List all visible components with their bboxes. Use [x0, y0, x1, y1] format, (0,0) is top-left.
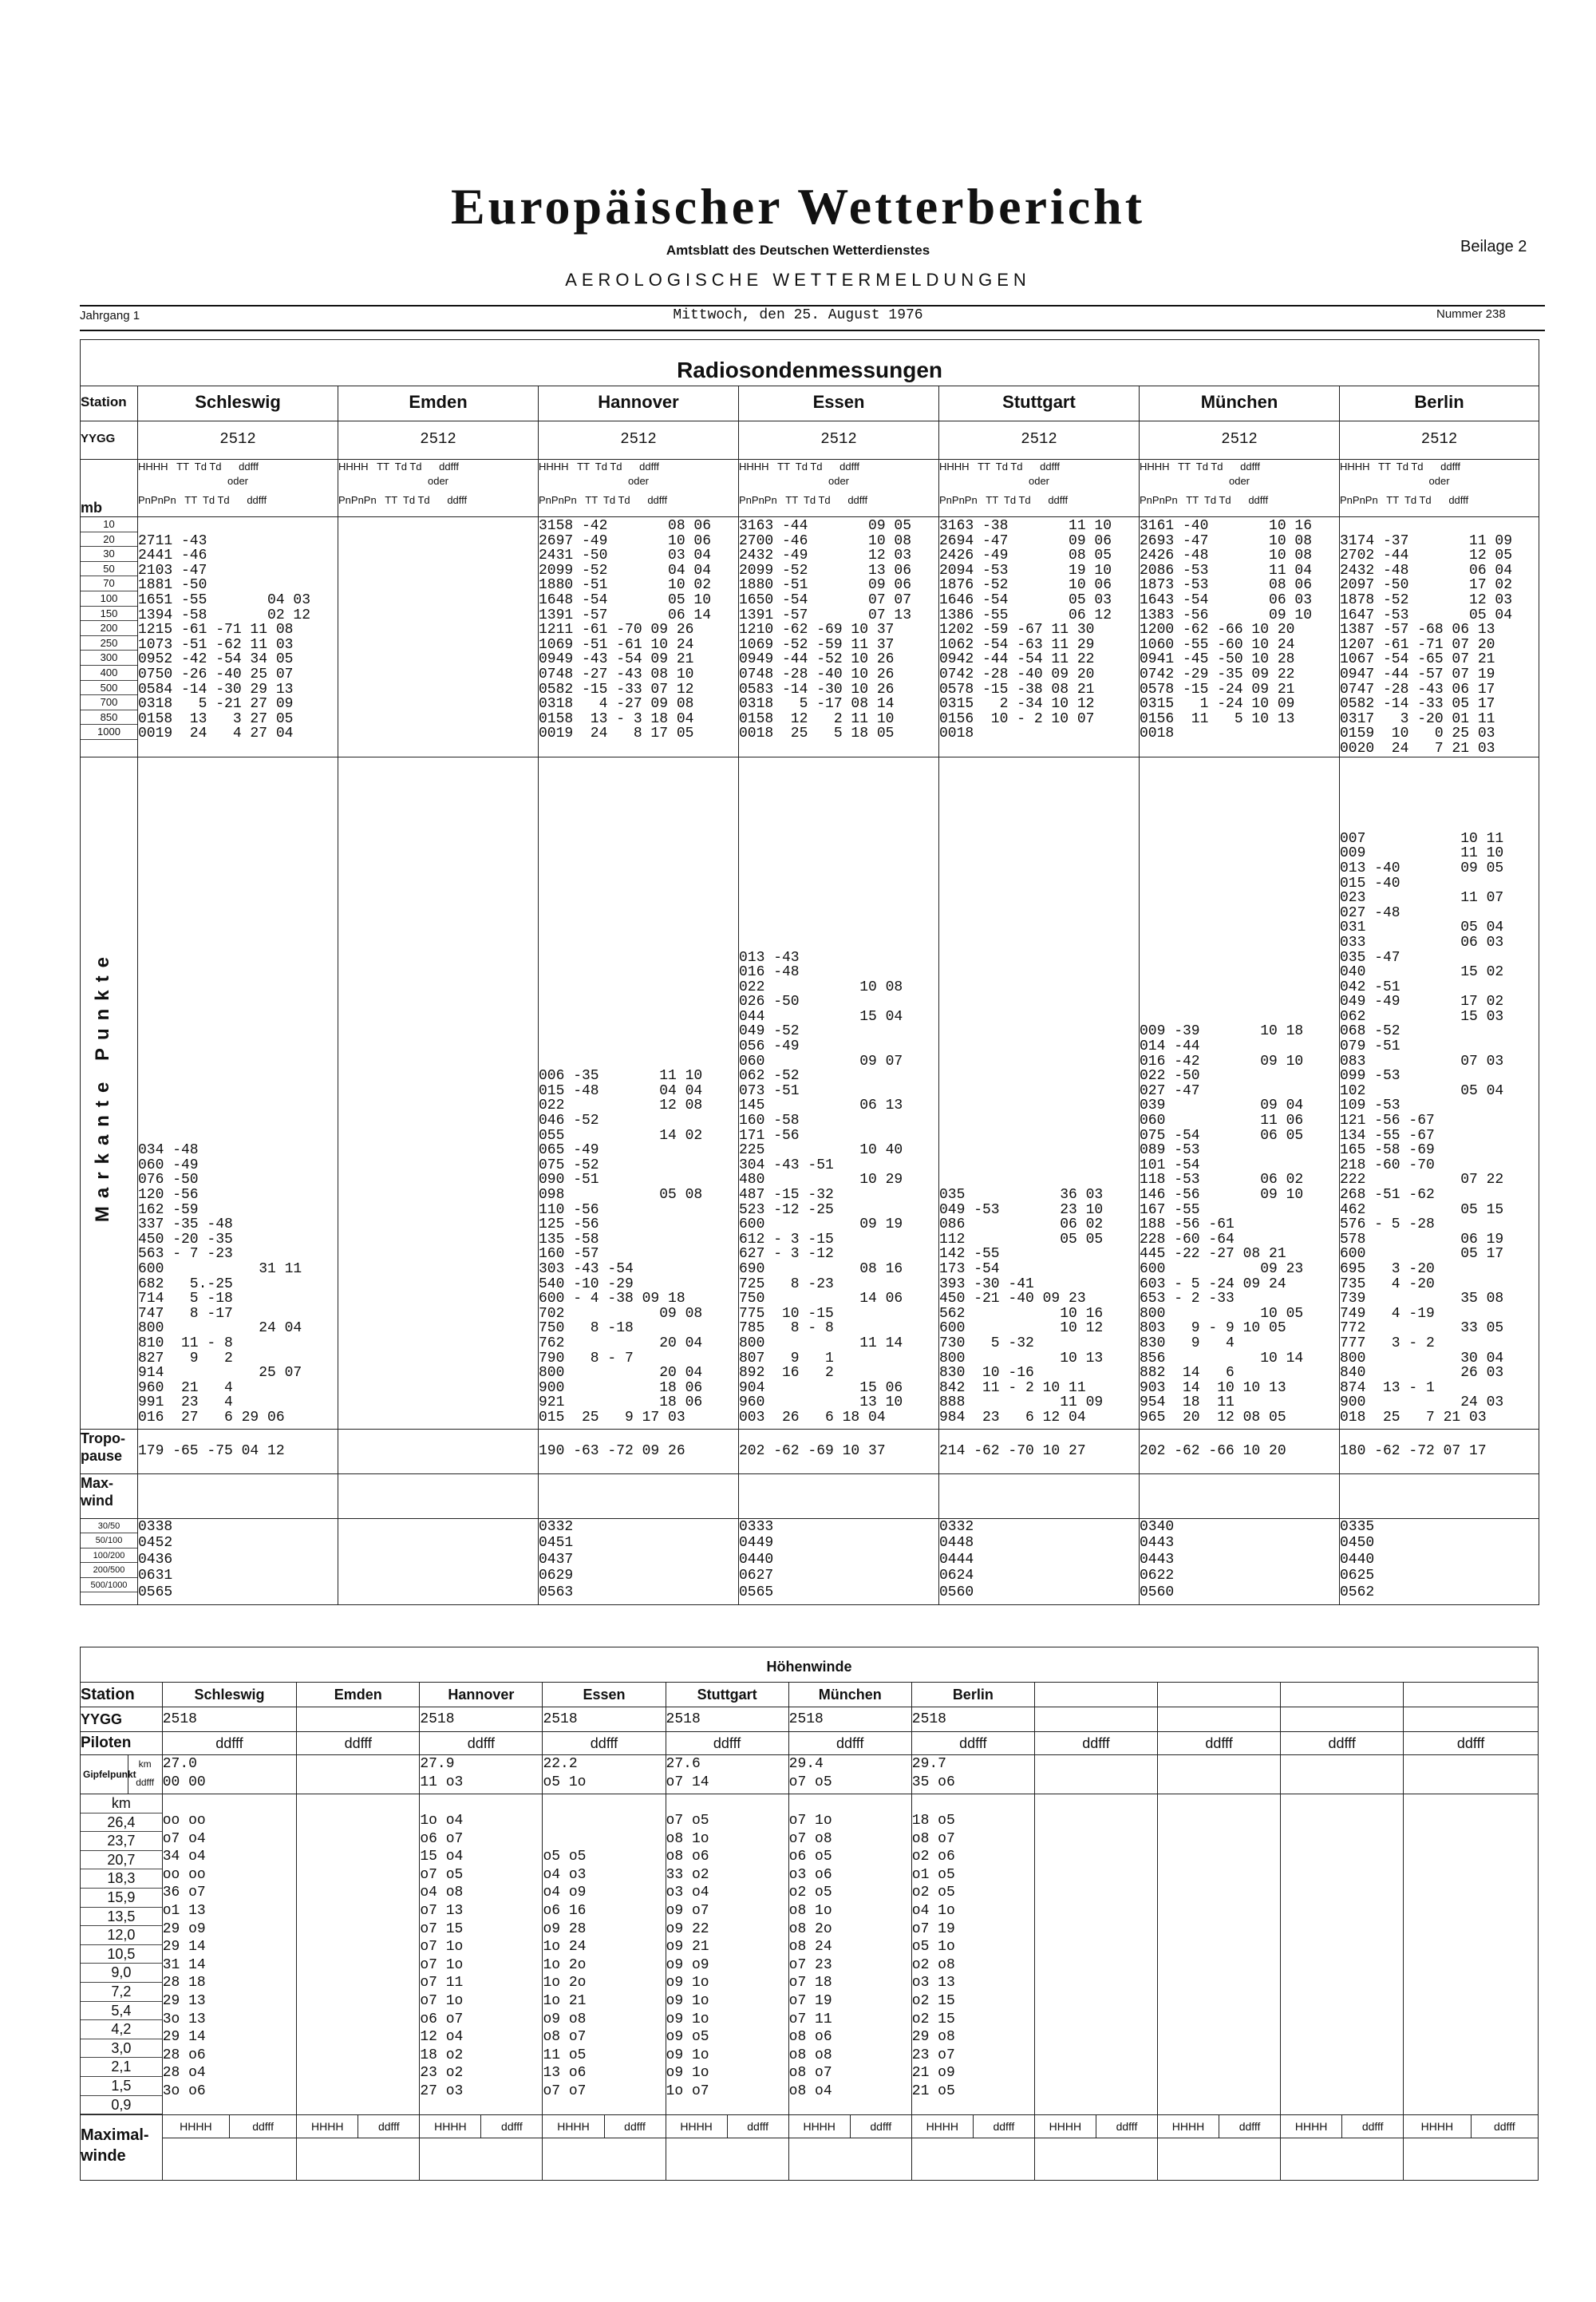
- hw-gipfel-essen: [543, 1755, 666, 1794]
- gipfel-ddfff: 00 00: [162, 1774, 206, 1790]
- mb-label: mb: [81, 460, 138, 517]
- km-level: 15,9: [81, 1889, 162, 1908]
- gipfel-ddfff: 11 o3: [420, 1774, 464, 1790]
- hw-ddfff-header-schleswig: ddfff: [162, 1732, 297, 1755]
- hoehenwinde-table: [80, 1647, 1539, 2181]
- column-header-bottom: PnPnPn TT Td Td ddfff: [1340, 494, 1469, 506]
- hw-maximal-blank7: [1034, 2115, 1157, 2181]
- hw-ddfff-header-blank10: ddfff: [1404, 1732, 1539, 1755]
- km-level: 0,9: [81, 2096, 162, 2115]
- hw-winds-mnchen: o7 1o o7 o8 o6 o5 o3 o6 o2 o5 o8 1o o8 2o o8 24 o7 23 o7 18 o7 19 o7 11 o8 o6 o8 o8 o8 o7 o8 o4: [788, 1794, 911, 2115]
- maximal-winde-label: Maximal- winde: [81, 2115, 163, 2181]
- column-header-hannover: [539, 460, 739, 517]
- column-header-stuttgart: [939, 460, 1140, 517]
- hw-ddfff-header-blank9: ddfff: [1281, 1732, 1404, 1755]
- hw-gipfel-hannover: [420, 1755, 543, 1794]
- km-level-column: [81, 1794, 163, 2115]
- header-rule-2: [80, 330, 1545, 331]
- ddfff-header: ddfff: [974, 2115, 1034, 2138]
- station-yygg-essen: 2512: [739, 421, 939, 460]
- ddfff-header: ddfff: [481, 2115, 542, 2138]
- hw-gipfel-blank10: [1404, 1755, 1539, 1794]
- hw-winds-blank8: [1157, 1794, 1280, 2115]
- section-heading: AEROLOGISCHE WETTERMELDUNGEN: [565, 270, 1031, 290]
- hw-yygg-blank10: [1404, 1707, 1539, 1732]
- maxwind-level-column: [81, 1518, 138, 1604]
- column-header-bottom: PnPnPn TT Td Td ddfff: [338, 494, 468, 506]
- standard-levels-stuttgart: 3163 -38 11 10 2694 -47 09 06 2426 -49 08 05 2094 -53 19 10 1876 -52 10 06 1646 -54 05 03 1386 -55 06 12 1202 -59 -67 11 30 1062 -54 -63 11 29 0942 -44 -54 11 22 0742 -28 -40 09 20 0578 -15 -38 08 21 0315 2 -34 10 12 0156 10 - 2 10 07 0018: [939, 517, 1140, 757]
- hw-station-blank10: [1404, 1683, 1539, 1707]
- maxwind-level: 500/1000: [81, 1578, 137, 1593]
- standard-levels-berlin: 3174 -37 11 09 2702 -44 12 05 2432 -48 06 04 2097 -50 17 02 1878 -52 12 03 1647 -53 05 04 1387 -57 -68 06 13 1207 -61 -71 07 20 1067 -54 -65 07 21 0947 -44 -57 07 19 0747 -28 -43 06 17 0582 -14 -33 05 17 0317 3 -20 01 11 0159 10 0 25 03 0020 24 7 21 03: [1340, 517, 1539, 757]
- column-header-bottom: PnPnPn TT Td Td ddfff: [939, 494, 1069, 506]
- hw-maximal-blank8: [1157, 2115, 1280, 2181]
- hw-gipfel-mnchen: [788, 1755, 911, 1794]
- hhhh-header: HHHH: [789, 2115, 851, 2138]
- column-header-mnchen: [1140, 460, 1340, 517]
- hw-winds-blank7: [1034, 1794, 1157, 2115]
- hw-maximal-hannover: [420, 2115, 543, 2181]
- maxwind-blank-schleswig: [138, 1473, 338, 1518]
- hw-gipfel-stuttgart: [666, 1755, 788, 1794]
- level-column: [81, 517, 138, 757]
- gipfel-dd-unit: ddfff: [136, 1777, 155, 1788]
- maxwind-blank-emden: [338, 1473, 539, 1518]
- station-name-hannover: Hannover: [539, 386, 739, 421]
- hw-station-schleswig: Schleswig: [162, 1683, 297, 1707]
- gipfel-km: 27.9: [420, 1756, 455, 1772]
- standard-levels-essen: 3163 -44 09 05 2700 -46 10 08 2432 -49 12 03 2099 -52 13 06 1880 -51 09 06 1650 -54 07 07 1391 -57 07 13 1210 -62 -69 10 37 1069 -52 -59 11 37 0949 -44 -52 10 26 0748 -28 -40 10 26 0583 -14 -30 10 26 0318 5 -17 08 14 0158 12 2 11 10 0018 25 5 18 05: [739, 517, 939, 757]
- radiosonde-table: [80, 339, 1539, 1605]
- marked-points-hannover: 006 -35 11 10 015 -48 04 04 022 12 08 046 -52 055 14 02 065 -49 075 -52 090 -51 098 05 08 110 -56 125 -56 135 -58 160 -57 303 -43 -54 540 -10 -29 600 - 4 -38 09 18 702 09 08 750 8 -18 762 20 04 790 8 - 7 800 20 04 900 18 06 921 18 06 015 25 9 17 03: [539, 757, 739, 1429]
- hw-station-blank7: [1034, 1683, 1157, 1707]
- ddfff-header: ddfff: [1472, 2115, 1538, 2138]
- km-header: km: [81, 1794, 162, 1814]
- column-header-bottom: PnPnPn TT Td Td ddfff: [539, 494, 668, 506]
- column-header-oder: oder: [227, 475, 249, 487]
- maxwind-blank-berlin: [1340, 1473, 1539, 1518]
- hhhh-header: HHHH: [1035, 2115, 1096, 2138]
- gipfel-km: 22.2: [543, 1756, 578, 1772]
- column-header-essen: [739, 460, 939, 517]
- pressure-level: 1000: [81, 725, 137, 740]
- marked-points-essen: 013 -43 016 -48 022 10 08 026 -50 044 15 04 049 -52 056 -49 060 09 07 062 -52 073 -51 145 06 13 160 -58 171 -56 225 10 40 304 -43 -51 480 10 29 487 -15 -32 523 -12 -25 600 09 19 612 - 3 -15 627 - 3 -12 690 08 16 725 8 -23 750 14 06 775 10 -15 785 8 - 8 800 11 14 807 9 1 892 16 2 904 15 06 960 13 10 003 26 6 18 04: [739, 757, 939, 1429]
- maxwind-level: 50/100: [81, 1533, 137, 1549]
- hhhh-header: HHHH: [1158, 2115, 1219, 2138]
- hw-yygg-blank9: [1281, 1707, 1404, 1732]
- hw-maximal-emden: [297, 2115, 420, 2181]
- ddfff-header: ddfff: [358, 2115, 419, 2138]
- hhhh-header: HHHH: [163, 2115, 230, 2138]
- hhhh-header: HHHH: [297, 2115, 358, 2138]
- hw-maximal-essen: [543, 2115, 666, 2181]
- hw-yygg-blank8: [1157, 1707, 1280, 1732]
- hw-yygg-essen: 2518: [543, 1707, 666, 1732]
- pressure-level: 50: [81, 562, 137, 577]
- station-name-essen: Essen: [739, 386, 939, 421]
- station-yygg-mnchen: 2512: [1140, 421, 1340, 460]
- column-header-top: HHHH TT Td Td ddfff: [1140, 461, 1261, 473]
- ddfff-header: ddfff: [1342, 2115, 1403, 2138]
- hhhh-header: HHHH: [912, 2115, 974, 2138]
- hhhh-header: HHHH: [543, 2115, 604, 2138]
- maxwind-blank-stuttgart: [939, 1473, 1140, 1518]
- km-level: 13,5: [81, 1908, 162, 1927]
- marked-points-berlin: 007 10 11 009 11 10 013 -40 09 05 015 -40 023 11 07 027 -48 031 05 04 033 06 03 035 -47 040 15 02 042 -51 049 -49 17 02 062 15 03 068 -52 079 -51 083 07 03 099 -53 102 05 04 109 -53 121 -56 -67 134 -55 -67 165 -58 -69 218 -60 -70 222 07 22 268 -51 -62 462 05 15 576 - 5 -28 578 06 19 600 05 17 695 3 -20 735 4 -20 739 35 08 749 4 -19 772 33 05 777 3 - 2 800 30 04 840 26 03 874 13 - 1 900 24 03 018 25 7 21 03: [1340, 757, 1539, 1429]
- hw-winds-hannover: 1o o4 o6 o7 15 o4 o7 o5 o4 o8 o7 13 o7 15 o7 1o o7 1o o7 11 o7 1o o6 o7 12 o4 18 o2 23 o2 27 o3: [420, 1794, 543, 2115]
- station-yygg-hannover: 2512: [539, 421, 739, 460]
- column-header-bottom: PnPnPn TT Td Td ddfff: [1140, 494, 1269, 506]
- gipfel-ddfff: o7 14: [666, 1774, 709, 1790]
- station-yygg-stuttgart: 2512: [939, 421, 1140, 460]
- marked-points-stuttgart: 035 36 03 049 -53 23 10 086 06 02 112 05 05 142 -55 173 -54 393 -30 -41 450 -21 -40 09 23 562 10 16 600 10 12 730 5 -32 800 10 13 830 10 -16 842 11 - 2 10 11 888 11 09 984 23 6 12 04: [939, 757, 1140, 1429]
- maxwind-level: 100/200: [81, 1549, 137, 1564]
- tropopause-berlin: 180 -62 -72 07 17: [1340, 1429, 1539, 1473]
- column-header-top: HHHH TT Td Td ddfff: [539, 461, 660, 473]
- km-level: 9,0: [81, 1964, 162, 1983]
- hw-yygg-hannover: 2518: [420, 1707, 543, 1732]
- column-header-top: HHHH TT Td Td ddfff: [1340, 461, 1461, 473]
- hw-winds-schleswig: oo oo o7 o4 34 o4 oo oo 36 o7 o1 13 29 o9 29 14 31 14 28 18 29 13 3o 13 29 14 28 o6 28 o4 3o o6: [162, 1794, 297, 2115]
- column-header-bottom: PnPnPn TT Td Td ddfff: [138, 494, 267, 506]
- hw-yygg-schleswig: 2518: [162, 1707, 297, 1732]
- pressure-level: 150: [81, 607, 137, 622]
- maxwind-values-hannover: 0332 0451 0437 0629 0563: [539, 1518, 739, 1604]
- ddfff-header: ddfff: [605, 2115, 666, 2138]
- page-title: Europäischer Wetterbericht: [450, 178, 1146, 235]
- hw-winds-berlin: 18 o5 o8 o7 o2 o6 o1 o5 o2 o5 o4 1o o7 19 o5 1o o2 o8 o3 13 o2 15 o2 15 29 o8 23 o7 21 o9 21 o5: [911, 1794, 1034, 2115]
- hw-gipfel-blank7: [1034, 1755, 1157, 1794]
- hw-maximal-blank10: [1404, 2115, 1539, 2181]
- marked-points-emden: [338, 757, 539, 1429]
- piloten-label: Piloten: [81, 1732, 163, 1755]
- issue-date: Mittwoch, den 25. August 1976: [673, 307, 923, 323]
- hw-ddfff-header-essen: ddfff: [543, 1732, 666, 1755]
- gipfel-km-unit: km: [138, 1758, 152, 1770]
- km-level: 1,5: [81, 2077, 162, 2096]
- marked-points-schleswig: 034 -48 060 -49 076 -50 120 -56 162 -59 337 -35 -48 450 -20 -35 563 - 7 -23 600 31 11 682 5.-25 714 5 -18 747 8 -17 800 24 04 810 11 - 8 827 9 2 914 25 07 960 21 4 991 23 4 016 27 6 29 06: [138, 757, 338, 1429]
- column-header-schleswig: [138, 460, 338, 517]
- station-name-mnchen: München: [1140, 386, 1340, 421]
- hw-maximal-stuttgart: [666, 2115, 788, 2181]
- hw-ddfff-header-emden: ddfff: [297, 1732, 420, 1755]
- hw-station-berlin: Berlin: [911, 1683, 1034, 1707]
- station-name-emden: Emden: [338, 386, 539, 421]
- station-name-schleswig: Schleswig: [138, 386, 338, 421]
- ddfff-header: ddfff: [1096, 2115, 1157, 2138]
- pressure-level: 250: [81, 636, 137, 651]
- hw-yygg-blank7: [1034, 1707, 1157, 1732]
- maxwind-values-emden: [338, 1518, 539, 1604]
- gipfel-km: 29.7: [911, 1756, 946, 1772]
- pressure-level: 300: [81, 651, 137, 666]
- page-subtitle: Amtsblatt des Deutschen Wetterdienstes: [666, 243, 930, 258]
- hhhh-header: HHHH: [666, 2115, 728, 2138]
- pressure-level: 200: [81, 621, 137, 636]
- standard-levels-mnchen: 3161 -40 10 16 2693 -47 10 08 2426 -48 10 08 2086 -53 11 04 1873 -53 08 06 1643 -54 06 03 1383 -56 09 10 1200 -62 -66 10 20 1060 -55 -60 10 24 0941 -45 -50 10 28 0742 -29 -35 09 22 0578 -15 -24 09 21 0315 1 -24 10 09 0156 11 5 10 13 0018: [1140, 517, 1340, 757]
- column-header-top: HHHH TT Td Td ddfff: [138, 461, 259, 473]
- pressure-level: 30: [81, 547, 137, 562]
- hw-station-mnchen: München: [788, 1683, 911, 1707]
- column-header-oder: oder: [1228, 475, 1250, 487]
- hw-station-hannover: Hannover: [420, 1683, 543, 1707]
- hw-gipfel-schleswig: [162, 1755, 297, 1794]
- maxwind-values-schleswig: 0338 0452 0436 0631 0565: [138, 1518, 338, 1604]
- km-level: 10,5: [81, 1945, 162, 1964]
- jahrgang-label: Jahrgang 1: [80, 309, 140, 322]
- hw-station-blank8: [1157, 1683, 1280, 1707]
- hw-yygg-berlin: 2518: [911, 1707, 1034, 1732]
- header-rule: [80, 305, 1545, 307]
- pressure-level: 500: [81, 681, 137, 696]
- standard-levels-emden: [338, 517, 539, 757]
- hw-ddfff-header-mnchen: ddfff: [788, 1732, 911, 1755]
- maxwind-level: 200/500: [81, 1563, 137, 1578]
- hw-yygg-emden: [297, 1707, 420, 1732]
- marked-points-mnchen: 009 -39 10 18 014 -44 016 -42 09 10 022 -50 027 -47 039 09 04 060 11 06 075 -54 06 05 089 -53 101 -54 118 -53 06 02 146 -56 09 10 167 -55 188 -56 -61 228 -60 -64 445 -22 -27 08 21 600 09 23 603 - 5 -24 09 24 653 - 2 -33 800 10 05 803 9 - 9 10 05 830 9 4 856 10 14 882 14 6 903 14 10 10 13 954 18 11 965 20 12 08 05: [1140, 757, 1340, 1429]
- pressure-level: 20: [81, 532, 137, 548]
- tropopause-hannover: 190 -63 -72 09 26: [539, 1429, 739, 1473]
- hw-maximal-blank9: [1281, 2115, 1404, 2181]
- pressure-level: 700: [81, 695, 137, 710]
- column-header-bottom: PnPnPn TT Td Td ddfff: [739, 494, 868, 506]
- maxwind-level: 30/50: [81, 1519, 137, 1534]
- column-header-oder: oder: [627, 475, 650, 487]
- maxwind-values-stuttgart: 0332 0448 0444 0624 0560: [939, 1518, 1140, 1604]
- maxwind-values-mnchen: 0340 0443 0443 0622 0560: [1140, 1518, 1340, 1604]
- hw-ddfff-header-blank8: ddfff: [1157, 1732, 1280, 1755]
- standard-levels-schleswig: 2711 -43 2441 -46 2103 -47 1881 -50 1651 -55 04 03 1394 -58 02 12 1215 -61 -71 11 08 1073 -51 -62 11 03 0952 -42 -54 34 05 0750 -26 -40 25 07 0584 -14 -30 29 13 0318 5 -21 27 09 0158 13 3 27 05 0019 24 4 27 04: [138, 517, 338, 757]
- gipfel-km: 27.0: [162, 1756, 197, 1772]
- gipfel-ddfff: 35 o6: [911, 1774, 955, 1790]
- tropopause-schleswig: 179 -65 -75 04 12: [138, 1429, 338, 1473]
- column-header-oder: oder: [1028, 475, 1050, 487]
- hw-station-blank9: [1281, 1683, 1404, 1707]
- pressure-level: 850: [81, 710, 137, 726]
- hw-winds-stuttgart: o7 o5 o8 1o o8 o6 33 o2 o3 o4 o9 o7 o9 22 o9 21 o9 o9 o9 1o o9 1o o9 1o o9 o5 o9 1o o9 1o 1o o7: [666, 1794, 788, 2115]
- hoehenwinde-title: Höhenwinde: [81, 1647, 1539, 1683]
- station-yygg-schleswig: 2512: [138, 421, 338, 460]
- ddfff-header: ddfff: [1219, 2115, 1280, 2138]
- hw-ddfff-header-berlin: ddfff: [911, 1732, 1034, 1755]
- station-yygg-emden: 2512: [338, 421, 539, 460]
- hw-station-emden: Emden: [297, 1683, 420, 1707]
- pressure-level: 400: [81, 666, 137, 681]
- hhhh-header: HHHH: [420, 2115, 481, 2138]
- maxwind-blank-hannover: [539, 1473, 739, 1518]
- hw-yygg-mnchen: 2518: [788, 1707, 911, 1732]
- hw-ddfff-header-blank7: ddfff: [1034, 1732, 1157, 1755]
- issue-number: Nummer 238: [1436, 307, 1506, 321]
- yygg-label: YYGG: [81, 421, 138, 460]
- maxwind-label: Max- wind: [81, 1473, 138, 1518]
- tropopause-stuttgart: 214 -62 -70 10 27: [939, 1429, 1140, 1473]
- marked-points-label: Markante Punkte: [92, 948, 113, 1222]
- pressure-level: 10: [81, 517, 137, 532]
- hw-station-label: Station: [81, 1683, 163, 1707]
- hw-station-essen: Essen: [543, 1683, 666, 1707]
- km-level: 5,4: [81, 2002, 162, 2021]
- pressure-level: 70: [81, 576, 137, 591]
- ddfff-header: ddfff: [851, 2115, 911, 2138]
- hw-maximal-schleswig: [162, 2115, 297, 2181]
- hw-winds-blank10: [1404, 1794, 1539, 2115]
- tropopause-mnchen: 202 -62 -66 10 20: [1140, 1429, 1340, 1473]
- column-header-top: HHHH TT Td Td ddfff: [739, 461, 860, 473]
- km-level: 18,3: [81, 1869, 162, 1889]
- beilage-label: Beilage 2: [1460, 238, 1527, 255]
- hw-station-stuttgart: Stuttgart: [666, 1683, 788, 1707]
- station-name-stuttgart: Stuttgart: [939, 386, 1140, 421]
- gipfel-ddfff: o7 o5: [788, 1774, 832, 1790]
- km-level: 2,1: [81, 2058, 162, 2077]
- hw-gipfel-blank9: [1281, 1755, 1404, 1794]
- station-yygg-berlin: 2512: [1340, 421, 1539, 460]
- hw-winds-emden: [297, 1794, 420, 2115]
- pressure-level: 100: [81, 591, 137, 607]
- tropopause-emden: [338, 1429, 539, 1473]
- km-level: 20,7: [81, 1851, 162, 1870]
- km-level: 3,0: [81, 2039, 162, 2059]
- station-name-berlin: Berlin: [1340, 386, 1539, 421]
- gipfel-label: Gipfelpunkt: [81, 1755, 128, 1794]
- tropopause-essen: 202 -62 -69 10 37: [739, 1429, 939, 1473]
- hhhh-header: HHHH: [1281, 2115, 1342, 2138]
- km-level: 4,2: [81, 2020, 162, 2039]
- hw-ddfff-header-hannover: ddfff: [420, 1732, 543, 1755]
- column-header-oder: oder: [427, 475, 449, 487]
- hw-maximal-berlin: [911, 2115, 1034, 2181]
- maxwind-blank-mnchen: [1140, 1473, 1340, 1518]
- column-header-oder: oder: [1428, 475, 1450, 487]
- maxwind-values-berlin: 0335 0450 0440 0625 0562: [1340, 1518, 1539, 1604]
- maxwind-blank-essen: [739, 1473, 939, 1518]
- station-label: Station: [81, 386, 138, 421]
- column-header-top: HHHH TT Td Td ddfff: [939, 461, 1061, 473]
- hhhh-header: HHHH: [1404, 2115, 1471, 2138]
- column-header-top: HHHH TT Td Td ddfff: [338, 461, 460, 473]
- column-header-emden: [338, 460, 539, 517]
- hw-ddfff-header-stuttgart: ddfff: [666, 1732, 788, 1755]
- gipfel-km: 27.6: [666, 1756, 701, 1772]
- column-header-oder: oder: [828, 475, 850, 487]
- hw-yygg-label: YYGG: [81, 1707, 163, 1732]
- standard-levels-hannover: 3158 -42 08 06 2697 -49 10 06 2431 -50 03 04 2099 -52 04 04 1880 -51 10 02 1648 -54 05 10 1391 -57 06 14 1211 -61 -70 09 26 1069 -51 -61 10 24 0949 -43 -54 09 21 0748 -27 -43 08 10 0582 -15 -33 07 12 0318 4 -27 09 08 0158 13 - 3 18 04 0019 24 8 17 05: [539, 517, 739, 757]
- km-level: 12,0: [81, 1926, 162, 1945]
- hw-yygg-stuttgart: 2518: [666, 1707, 788, 1732]
- hw-winds-blank9: [1281, 1794, 1404, 2115]
- gipfel-km: 29.4: [788, 1756, 824, 1772]
- tropo-label: Tropo- pause: [81, 1429, 138, 1473]
- maxwind-values-essen: 0333 0449 0440 0627 0565: [739, 1518, 939, 1604]
- column-header-berlin: [1340, 460, 1539, 517]
- marked-points-label-cell: [81, 757, 138, 1429]
- hw-gipfel-blank8: [1157, 1755, 1280, 1794]
- hw-gipfel-emden: [297, 1755, 420, 1794]
- km-level: 7,2: [81, 1983, 162, 2002]
- radiosonde-title: Radiosondenmessungen: [81, 340, 1539, 386]
- ddfff-header: ddfff: [230, 2115, 296, 2138]
- hw-maximal-mnchen: [788, 2115, 911, 2181]
- km-level: 26,4: [81, 1814, 162, 1833]
- ddfff-header: ddfff: [728, 2115, 788, 2138]
- gipfel-ddfff: o5 1o: [543, 1774, 587, 1790]
- km-level: 23,7: [81, 1832, 162, 1851]
- hw-gipfel-berlin: [911, 1755, 1034, 1794]
- hw-winds-essen: o5 o5 o4 o3 o4 o9 o6 16 o9 28 1o 24 1o 2o 1o 2o 1o 21 o9 o8 o8 o7 11 o5 13 o6 o7 o7: [543, 1794, 666, 2115]
